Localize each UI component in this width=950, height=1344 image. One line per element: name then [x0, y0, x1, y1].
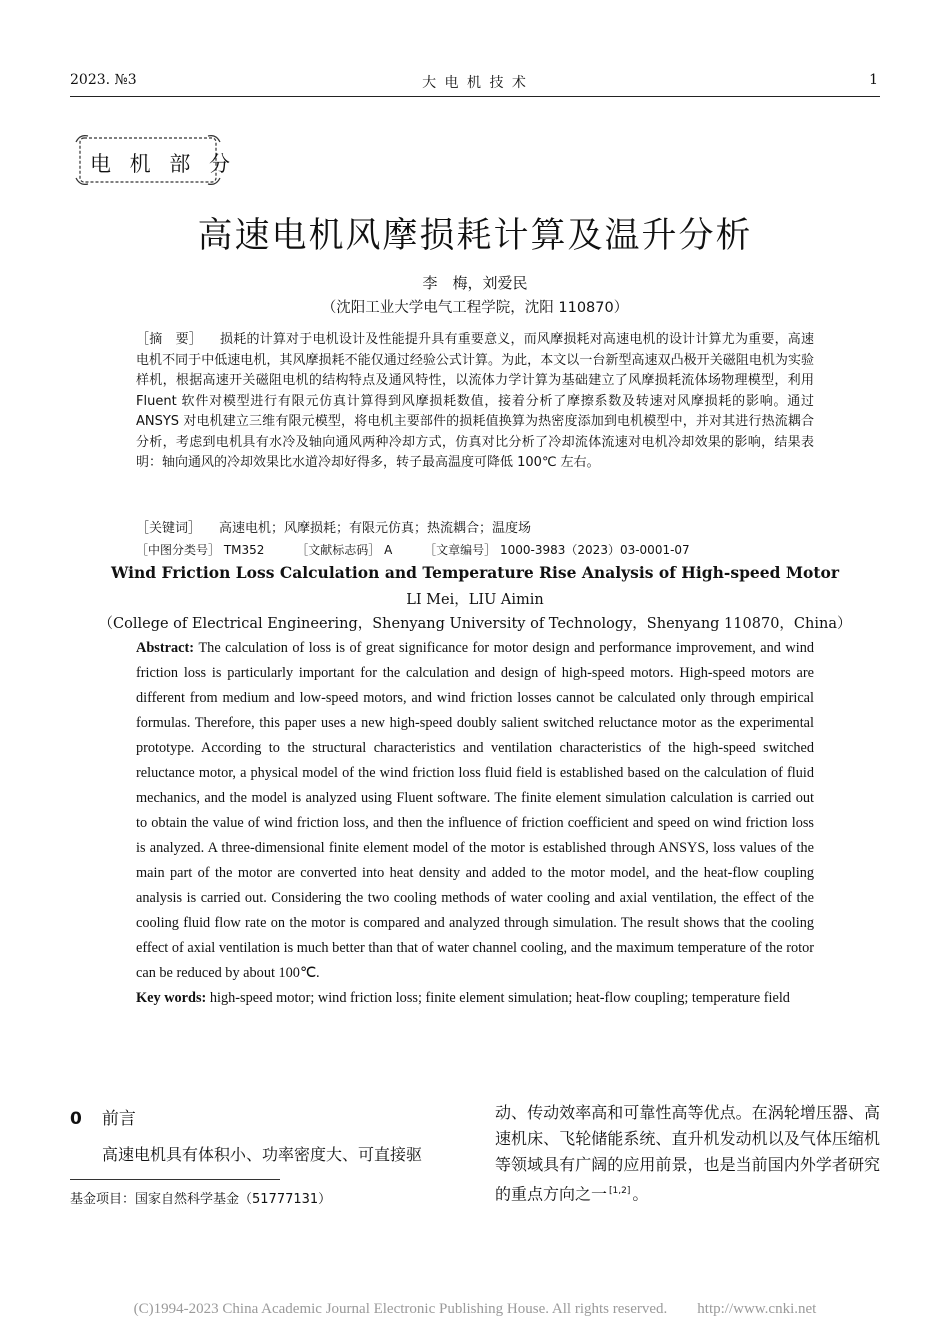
doc-code-value: A: [384, 543, 393, 557]
keywords-paragraph: Key words: high-speed motor; wind friction loss; finite element simulation; heat-flow coupling; temperature field: [136, 990, 790, 1006]
clc-label: ［中图分类号］: [136, 543, 221, 557]
section-heading: [70, 1104, 136, 1129]
citation: [1,2]: [609, 1186, 631, 1196]
cn-keywords-text: 高速电机；风摩损耗；有限元仿真；热流耦合；温度场: [219, 521, 532, 536]
cn-abstract: [136, 330, 814, 474]
intro-left-text: 高速电机具有体积小、功率密度大、可直接驱: [102, 1145, 423, 1164]
affiliation: （沈阳工业大学电气工程学院，沈阳 110870）: [321, 300, 629, 316]
cn-keywords-label: ［关键词］: [136, 521, 202, 536]
authors: 李 梅，刘爱民: [422, 274, 528, 292]
cn-abstract-label: ［摘 要］: [136, 332, 203, 347]
english-title: Wind Friction Loss Calculation and Temperature Rise Analysis of High-speed Motor: [110, 563, 840, 582]
footnote-rule: [70, 1179, 280, 1180]
english-abstract: [136, 636, 814, 1011]
cn-abstract-text: 损耗的计算对于电机设计及性能提升具有重要意义，而风摩损耗对高速电机的设计计算尤为重要，高速电机不同于中低速电机，其风摩损耗不能仅通过经验公式计算。为此，本文以一台新型高速双凸极开关磁阻电机为实验样机，根据高速开关磁阻电机的结构特点及通风特性，以流体力学计算为基础建立了风摩损耗流体场物理模型，利用 Fluent 软件对模型进行有限元仿真计算得到风摩损耗数值，接着分析了摩擦系数及转速对风摩损耗的影响。通过 ANSYS 对电机建立三维有限元模型，将电机主要部件的损耗值换算为热密度添加到电机模型中，并对其进行热流耦合分析，考虑到电机具有水冷及轴向通风两种冷却方式，仿真对比分析了冷却流体流速对电机冷却效果的影响，结果表明：轴向通风的冷却效果比水道冷却好得多，转子最高温度可降低 100℃ 左右。: [136, 332, 814, 470]
abstract-text: The calculation of loss is of great significance for motor design and performance improvement, and wind friction loss is particularly important for the calculation and design of high-speed motors. High-speed motors are different from medium and low-speed motors, and wind friction losses cannot be calculated only through empirical formulas. Therefore, this paper uses a new high-speed doubly salient switched reluctance motor as the experimental prototype. According to the structural characteristics and ventilation characteristics of the high-speed switched reluctance motor, a physical model of the wind friction loss fluid field is established based on the calculation of fluid mechanics, and the model is analyzed using Fluent software. The finite element simulation calculation is carried out to obtain the value of wind friction loss, and then the influence of friction coefficient and speed on wind friction loss is analyzed. A three-dimensional finite element model of the motor is established through ANSYS, loss values of the main part of the motor are converted into heat density and added to the motor model, and the heat-flow coupling analysis is carried out. Considering the two cooling methods of water cooling and axial ventilation, the effect of the cooling fluid flow rate on the motor is compared and analyzed through simulation. The result shows that the cooling effect of axial ventilation is much better than that of water channel cooling, and the maximum temperature of the rotor can be reduced by about 100℃.: [136, 640, 814, 981]
article-id-label: ［文章编号］: [424, 543, 497, 557]
abstract-label: Abstract: [136, 640, 190, 656]
copyright-line: (C)1994-2023 China Academic Journal Electronic Publishing House. All rights reserved. http://www.cnki.net: [133, 1301, 817, 1317]
page-number: 1: [869, 72, 878, 88]
clc-value: TM352: [223, 543, 265, 557]
classification-line: [136, 541, 690, 558]
section-title: 前言: [101, 1109, 136, 1129]
article-id-value: 1000-3983（2023）03-0001-07: [500, 543, 690, 557]
intro-right-text: [495, 1100, 880, 1207]
doc-code-label: ［文献标志码］: [296, 543, 381, 557]
keywords-text: high-speed motor; wind friction loss; finite element simulation; heat-flow coupling; temperature field: [209, 990, 790, 1006]
keywords-label: Key words: [136, 990, 202, 1006]
section-number: 0: [70, 1109, 82, 1129]
english-authors: LI Mei，LIU Aimin: [406, 592, 544, 608]
cn-keywords: [136, 517, 531, 536]
english-affiliation: （College of Electrical Engineering，Shenyang University of Technology，Shenyang 110870，China）: [98, 616, 852, 632]
section-label: 电 机 部 分: [90, 152, 237, 176]
journal-name: 大 电 机 技 术: [422, 75, 528, 91]
issue-number: 2023. №3: [70, 72, 137, 88]
page-title: 高速电机风摩损耗计算及温升分析: [197, 216, 753, 256]
funding-footnote: 基金项目：国家自然科学基金（51777131）: [70, 1192, 332, 1207]
intro-right-body: 动、传动效率高和可靠性高等优点。在涡轮增压器、高速机床、飞轮储能系统、直升机发动机以及气体压缩机等领域具有广阔的应用前景，也是当前国内外学者研究的重点方向之一: [495, 1103, 880, 1204]
header-rule: [70, 96, 880, 97]
intro-right-end: 。: [632, 1184, 649, 1204]
abstract-paragraph: Abstract: The calculation of loss is of great significance for motor design and performance improvement, and wind friction loss is particularly important for the calculation and design of high-speed motors. High-speed motors are different from medium and low-speed motors, and wind friction losses cannot be calculated only through empirical formulas. Therefore, this paper uses a new high-speed doubly salient switched reluctance motor as the experimental prototype. According to the structural characteristics and ventilation characteristics of the high-speed switched reluctance motor, a physical model of the wind friction loss fluid field is established based on the calculation of fluid mechanics, and the model is analyzed using Fluent software. The finite element simulation calculation is carried out to obtain the value of wind friction loss, and then the influence of friction coefficient and speed on wind friction loss is analyzed. A three-dimensional finite element model of the motor is established through ANSYS, loss values of the main part of the motor are converted into heat density and added to the motor model, and the heat-flow coupling analysis is carried out. Considering the two cooling methods of water cooling and axial ventilation, the effect of the cooling fluid flow rate on the motor is compared and analyzed through simulation. The result shows that the cooling effect of axial ventilation is much better than that of water channel cooling, and the maximum temperature of the rotor can be reduced by about 100℃.: [136, 640, 814, 981]
